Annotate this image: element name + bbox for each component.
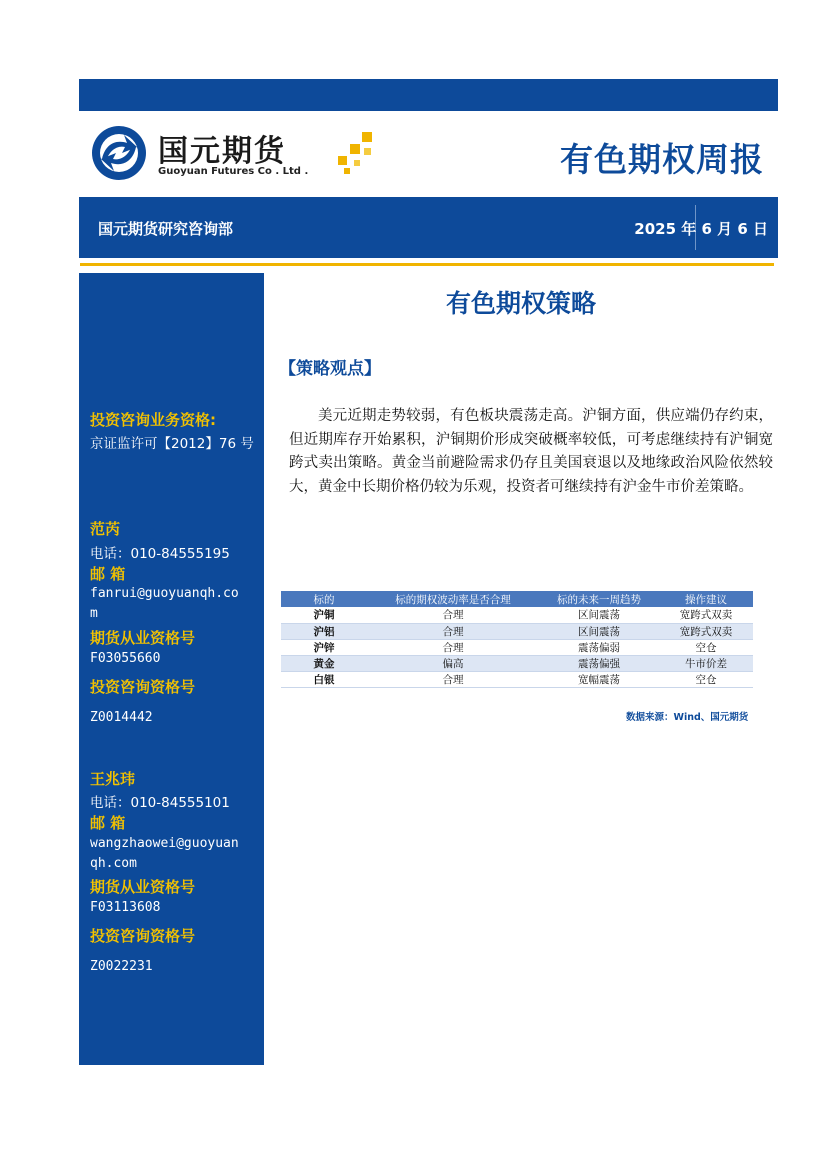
consult-license-label: 投资咨询资格号 <box>90 678 196 696</box>
table-header-cell: 标的未来一周趋势 <box>539 591 659 607</box>
table-cell: 合理 <box>367 671 539 687</box>
table-row <box>281 655 753 671</box>
table-cell: 宽跨式双卖 <box>659 607 753 623</box>
analyst-name: 范芮 <box>90 520 121 538</box>
table-header-cell: 标的 <box>281 591 367 607</box>
company-logo <box>88 122 388 184</box>
analyst-name: 王兆玮 <box>90 770 136 788</box>
consult-license-number: Z0022231 <box>90 959 153 974</box>
analyst-sidebar <box>79 273 264 1065</box>
consult-license-label: 投资咨询资格号 <box>90 927 196 945</box>
table-cell: 震荡偏强 <box>539 655 659 671</box>
table-cell: 区间震荡 <box>539 607 659 623</box>
top-banner-bar <box>79 79 778 111</box>
table-cell: 沪锌 <box>281 639 367 655</box>
futures-license-label: 期货从业资格号 <box>90 878 196 896</box>
table-cell: 合理 <box>367 639 539 655</box>
table-cell: 合理 <box>367 623 539 639</box>
table-row <box>281 623 753 639</box>
futures-license-number: F03113608 <box>90 900 161 915</box>
table-cell: 震荡偏弱 <box>539 639 659 655</box>
gold-divider-line <box>80 263 774 266</box>
table-row <box>281 671 753 687</box>
table-cell: 黄金 <box>281 655 367 671</box>
table-header-cell: 标的期权波动率是否合理 <box>367 591 539 607</box>
department-bar <box>79 197 778 258</box>
table-cell: 沪铝 <box>281 623 367 639</box>
table-cell: 沪铜 <box>281 607 367 623</box>
email-label: 邮 箱 <box>90 814 126 832</box>
table-cell: 空仓 <box>659 671 753 687</box>
section-title: 【策略观点】 <box>279 359 381 379</box>
department-name: 国元期货研究咨询部 <box>98 220 234 238</box>
qualification-value: 京证监许可【2012】76 号 <box>90 436 254 452</box>
strategy-table <box>281 591 753 688</box>
table-row <box>281 639 753 655</box>
email-label: 邮 箱 <box>90 565 126 583</box>
table-cell: 空仓 <box>659 639 753 655</box>
gold-dots-decoration-icon <box>332 130 382 176</box>
table-header-row <box>281 591 753 607</box>
table-header-cell: 操作建议 <box>659 591 753 607</box>
logo-chinese-name: 国元期货 <box>158 134 286 169</box>
table-cell: 宽幅震荡 <box>539 671 659 687</box>
strategy-paragraph: 美元近期走势较弱，有色板块震荡走高。沪铜方面，供应端仍存约束，但近期库存开始累积，沪铜期价形成突破概率较低，可考虑继续持有沪铜宽跨式卖出策略。黄金当前避险需求仍存且美国衰退以及地缘政治风险依然较大，黄金中长期价格仍较为乐观，投资者可继续持有沪金牛市价差策略。 <box>289 408 773 495</box>
report-title: 有色期权周报 <box>560 140 764 179</box>
table-cell: 白银 <box>281 671 367 687</box>
guoyuan-circle-logo-icon <box>91 125 147 181</box>
table-row <box>281 607 753 623</box>
analyst-email[interactable]: fanrui@guoyuanqh.co <box>90 586 239 601</box>
analyst-email-continued[interactable]: m <box>90 606 98 621</box>
futures-license-number: F03055660 <box>90 651 161 666</box>
futures-license-label: 期货从业资格号 <box>90 629 196 647</box>
table-cell: 偏高 <box>367 655 539 671</box>
analyst-email[interactable]: wangzhaowei@guoyuan <box>90 836 239 851</box>
table-cell: 牛市价差 <box>659 655 753 671</box>
data-source-note: 数据来源：Wind、国元期货 <box>626 712 749 723</box>
consult-license-number: Z0014442 <box>90 710 153 725</box>
table-cell: 区间震荡 <box>539 623 659 639</box>
qualification-label: 投资咨询业务资格: <box>90 411 216 429</box>
table-cell: 合理 <box>367 607 539 623</box>
page-heading: 有色期权策略 <box>445 289 596 318</box>
analyst-phone: 电话：010-84555101 <box>90 795 230 811</box>
logo-english-name: Guoyuan Futures Co . Ltd . <box>158 166 309 177</box>
table-cell: 宽跨式双卖 <box>659 623 753 639</box>
analyst-email-continued[interactable]: qh.com <box>90 856 137 871</box>
analyst-phone: 电话：010-84555195 <box>90 546 230 562</box>
report-date: 2025 年 6 月 6 日 <box>634 220 768 238</box>
